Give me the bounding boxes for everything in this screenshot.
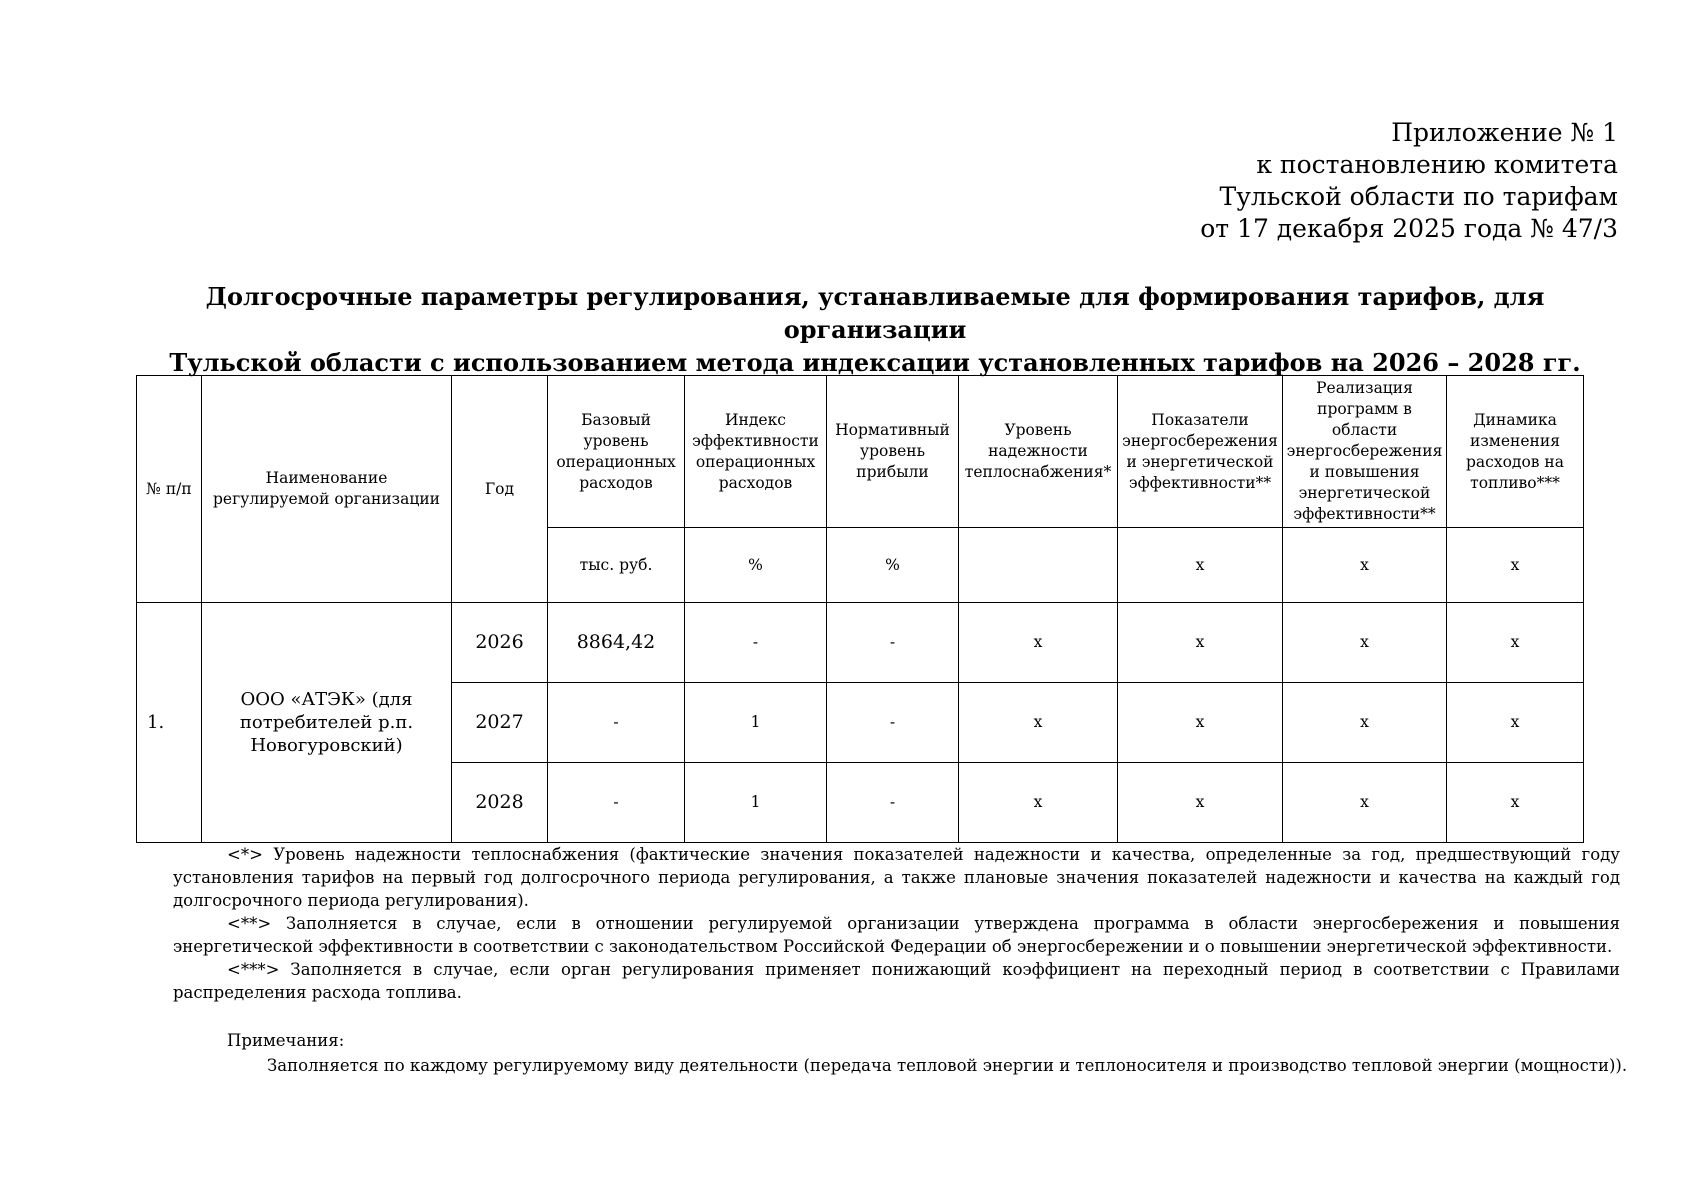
header-programs: Реализация программ в области энергосбережения и повышения энергетической эффективности**: [1283, 376, 1447, 528]
remarks-block: [227, 1028, 1627, 1078]
appendix-block: [1200, 117, 1618, 245]
header-indicators: Показатели энергосбережения и энергетической эффективности**: [1118, 376, 1283, 528]
cell-reliability: х: [959, 683, 1118, 763]
row-org: ООО «АТЭК» (для потребителей р.п. Новогуровский): [202, 603, 452, 843]
cell-fuel: х: [1447, 603, 1584, 683]
row-num: 1.: [137, 603, 202, 843]
cell-fuel: х: [1447, 763, 1584, 843]
footnote-2: <**> Заполняется в случае, если в отношении регулируемой организации утверждена программа в области энергосбережения и повышения энергетической эффективности в соответствии с законодательством Российской Федерации об энергосбережении и о повышении энергетической эффективности.: [173, 914, 1620, 956]
cell-programs: х: [1283, 603, 1447, 683]
header-profit: Нормативный уровень прибыли: [827, 376, 959, 528]
unit-programs: х: [1283, 528, 1447, 603]
header-base: Базовый уровень операционных расходов: [548, 376, 685, 528]
cell-reliability: х: [959, 603, 1118, 683]
document-title: [150, 280, 1600, 379]
unit-index: %: [685, 528, 827, 603]
appendix-line-4: от 17 декабря 2025 года № 47/3: [1200, 214, 1618, 243]
parameters-table: [136, 375, 1584, 843]
cell-reliability: х: [959, 763, 1118, 843]
cell-index: 1: [685, 683, 827, 763]
cell-year: 2026: [452, 603, 548, 683]
unit-profit: %: [827, 528, 959, 603]
header-org: Наименование регулируемой организации: [202, 376, 452, 603]
header-fuel: Динамика изменения расходов на топливо***: [1447, 376, 1584, 528]
appendix-line-3: Тульской области по тарифам: [1219, 182, 1618, 211]
appendix-line-2: к постановлению комитета: [1256, 150, 1618, 179]
cell-base: -: [548, 683, 685, 763]
cell-fuel: х: [1447, 683, 1584, 763]
cell-base: -: [548, 763, 685, 843]
cell-base: 8864,42: [548, 603, 685, 683]
title-line-1: Долгосрочные параметры регулирования, устанавливаемые для формирования тарифов, для организации: [205, 282, 1545, 344]
cell-programs: х: [1283, 763, 1447, 843]
footnotes: [173, 843, 1620, 1004]
header-index: Индекс эффективности операционных расходов: [685, 376, 827, 528]
cell-index: 1: [685, 763, 827, 843]
unit-base: тыс. руб.: [548, 528, 685, 603]
appendix-line-1: Приложение № 1: [1391, 118, 1618, 147]
cell-indicators: х: [1118, 603, 1283, 683]
cell-index: -: [685, 603, 827, 683]
header-year: Год: [452, 376, 548, 603]
unit-fuel: х: [1447, 528, 1584, 603]
unit-reliability: [959, 528, 1118, 603]
unit-indicators: х: [1118, 528, 1283, 603]
title-line-2: Тульской области с использованием метода индексации установленных тарифов на 2026 – 2028 гг.: [169, 348, 1581, 377]
header-num: № п/п: [137, 376, 202, 603]
cell-programs: х: [1283, 683, 1447, 763]
remarks-text: Заполняется по каждому регулируемому виду деятельности (передача тепловой энергии и теплоносителя и производство тепловой энергии (мощности)).: [267, 1056, 1628, 1075]
cell-profit: -: [827, 763, 959, 843]
header-row: [137, 376, 1584, 528]
remarks-heading: Примечания:: [227, 1031, 345, 1050]
cell-year: 2027: [452, 683, 548, 763]
cell-profit: -: [827, 683, 959, 763]
footnote-3: <***> Заполняется в случае, если орган регулирования применяет понижающий коэффициент на переходный период в соответствии с Правилами распределения расхода топлива.: [173, 960, 1620, 1002]
table-row: [137, 603, 1584, 683]
cell-year: 2028: [452, 763, 548, 843]
header-reliability: Уровень надежности теплоснабжения*: [959, 376, 1118, 528]
cell-indicators: х: [1118, 683, 1283, 763]
cell-profit: -: [827, 603, 959, 683]
footnote-1: <*> Уровень надежности теплоснабжения (фактические значения показателей надежности и качества, определенные за год, предшествующий году установления тарифов на первый год долгосрочного периода регулирования, а также плановые значения показателей надежности и качества на каждый год долгосрочного периода регулирования).: [173, 845, 1620, 910]
cell-indicators: х: [1118, 763, 1283, 843]
